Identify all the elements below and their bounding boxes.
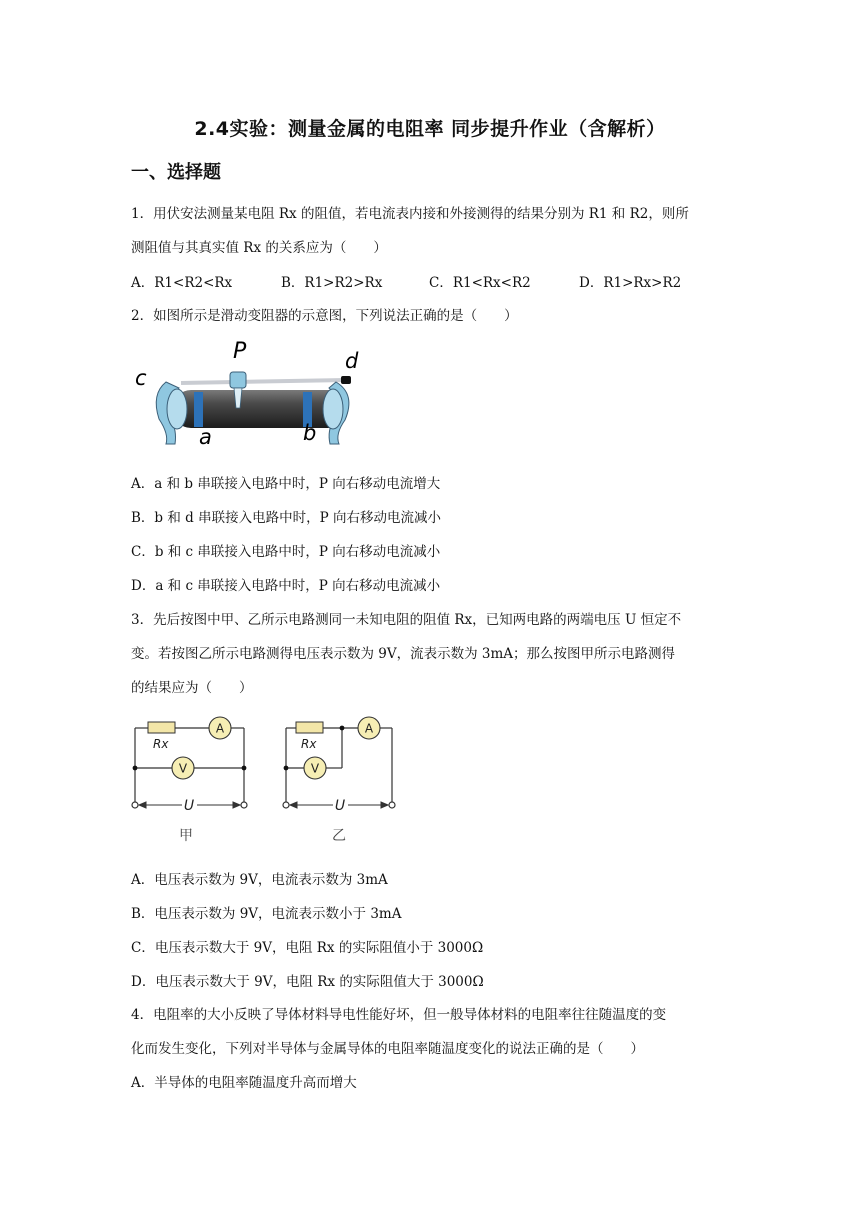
- section-heading: 一、选择题: [131, 162, 221, 183]
- q1-option-d: D．R1>Rx>R2: [579, 275, 682, 291]
- label-p: P: [233, 339, 247, 364]
- q3-stem-line1: 3．先后按图中甲、乙所示电路测同一未知电阻的阻值 Rx，已知两电路的两端电压 U 恒定不: [131, 612, 682, 628]
- rx-label-right: Rx: [301, 737, 317, 751]
- q2-option-d: D．a 和 c 串联接入电路中时，P 向右移动电流减小: [131, 578, 441, 594]
- q3-option-d: D．电压表示数大于 9V，电阻 Rx 的实际阻值大于 3000Ω: [131, 974, 484, 990]
- ammeter-label-left: A: [215, 721, 225, 736]
- q1-stem-line2: 测阻值与其真实值 Rx 的关系应为（ ）: [131, 240, 387, 256]
- q2-stem: 2．如图所示是滑动变阻器的示意图，下列说法正确的是（ ）: [131, 308, 518, 324]
- q2-option-b: B．b 和 d 串联接入电路中时，P 向右移动电流减小: [131, 510, 441, 526]
- voltmeter-label-right: V: [310, 761, 320, 776]
- voltmeter-label-left: V: [178, 761, 188, 776]
- q2-option-c: C．b 和 c 串联接入电路中时，P 向右移动电流减小: [131, 544, 441, 560]
- label-d: d: [345, 349, 359, 373]
- page-title: 2.4实验：测量金属的电阻率 同步提升作业（含解析）: [194, 118, 666, 140]
- label-a: a: [199, 425, 212, 449]
- q3-option-c: C．电压表示数大于 9V，电阻 Rx 的实际阻值小于 3000Ω: [131, 940, 484, 956]
- q1-option-b: B．R1>R2>Rx: [281, 275, 383, 291]
- ammeter-label-right: A: [364, 721, 374, 736]
- circuit-caption-yi: 乙: [332, 828, 346, 844]
- q3-stem-line2: 变。若按图乙所示电路测得电压表示数为 9V，流表示数为 3mA；那么按图甲所示电路测得: [131, 646, 676, 662]
- q1-option-c: C．R1<Rx<R2: [429, 275, 531, 291]
- circuit-figure: [126, 708, 406, 848]
- q4-stem-line2: 化而发生变化，下列对半导体与金属导体的电阻率随温度变化的说法正确的是（ ）: [131, 1041, 644, 1057]
- rheostat-figure: [131, 334, 371, 452]
- q3-stem-line3: 的结果应为（ ）: [131, 680, 253, 696]
- q3-option-a: A．电压表示数为 9V，电流表示数为 3mA: [131, 872, 388, 888]
- q1-option-a: A．R1<R2<Rx: [131, 275, 233, 291]
- q2-option-a: A．a 和 b 串联接入电路中时，P 向右移动电流增大: [131, 476, 441, 492]
- label-c: c: [135, 366, 147, 390]
- q4-stem-line1: 4．电阻率的大小反映了导体材料导电性能好坏，但一般导体材料的电阻率往往随温度的变: [131, 1007, 667, 1023]
- rx-label-left: Rx: [153, 737, 169, 751]
- label-b: b: [303, 421, 317, 445]
- u-label-right: U: [334, 798, 346, 814]
- q3-option-b: B．电压表示数为 9V，电流表示数小于 3mA: [131, 906, 402, 922]
- q1-stem-line1: 1．用伏安法测量某电阻 Rx 的阻值，若电流表内接和外接测得的结果分别为 R1 和 R2，则所: [131, 206, 689, 222]
- circuit-caption-jia: 甲: [179, 828, 193, 844]
- q4-option-a: A．半导体的电阻率随温度升高而增大: [131, 1075, 357, 1091]
- u-label-left: U: [183, 798, 195, 814]
